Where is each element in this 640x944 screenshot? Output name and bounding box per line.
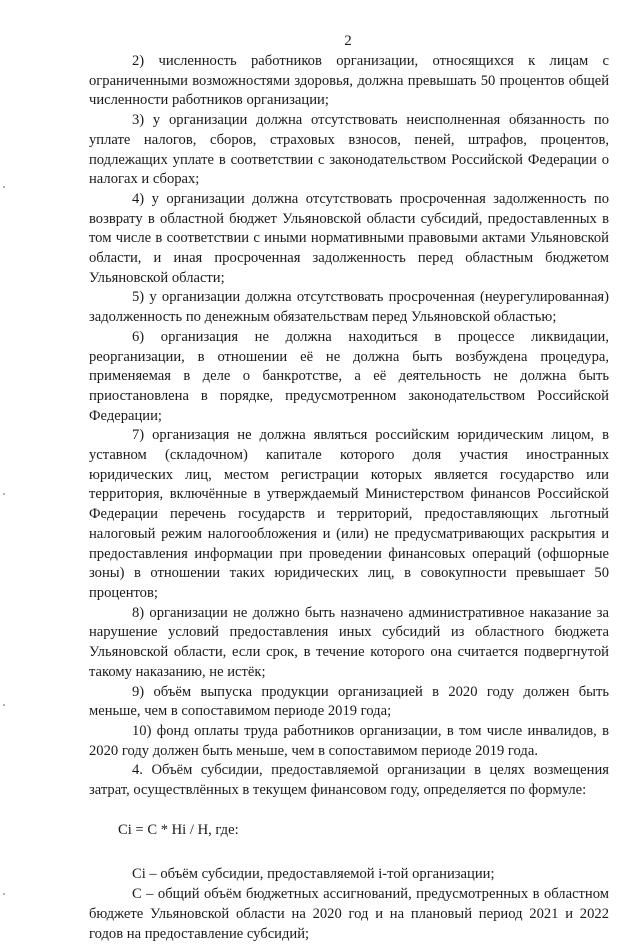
paragraph-item-6: 6) организация не должна находиться в процессе ликвидации, реорганизации, в отношении её не должна быть возбуждена процедура, применяемая в деле о банкротстве, а её деятельность не должна быть приостановлена в порядке, предусмотренном законодательством Российской Федерации; xyxy=(89,328,609,424)
page-number: 2 xyxy=(344,33,352,49)
paragraph-item-3: 3) у организации должна отсутствовать неисполненная обязанность по уплате налогов, сборов, страховых взносов, пеней, штрафов, процентов, подлежащих уплате в соответствии с законодательством Российской Федерации о налогах и сборах; xyxy=(89,112,609,188)
document-body xyxy=(89,52,609,944)
paragraph-item-5: 5) у организации должна отсутствовать просроченная (неурегулированная) задолженность по денежным обязательствам перед Ульяновской областью; xyxy=(89,289,609,326)
paragraph-section-4: 4. Объём субсидии, предоставляемой организации в целях возмещения затрат, осуществлённых в текущем финансовом году, определяется по формуле: xyxy=(89,762,609,799)
paragraph-item-4: 4) у организации должна отсутствовать просроченная задолженность по возврату в областной бюджет Ульяновской области субсидий, предоставленных в том числе в соответствии с иными нормативными правовыми актами Ульяновской области, и иная просроченная задолженность перед областным бюджетом Ульяновской области; xyxy=(89,190,609,286)
scan-margin-mark xyxy=(3,493,5,495)
scan-margin-mark xyxy=(3,704,5,706)
paragraph-item-9: 9) объём выпуска продукции организацией в 2020 году должен быть меньше, чем в сопоставимом периоде 2019 года; xyxy=(89,683,609,720)
subsidy-formula: Ci = C * Hi / H, где: xyxy=(118,821,239,838)
paragraph-item-2: 2) численность работников организации, относящихся к лицам с ограниченными возможностями здоровья, должна превышать 50 процентов общей численности работников организации; xyxy=(89,53,609,109)
scan-margin-mark xyxy=(3,186,5,188)
paragraph-item-8: 8) организации не должно быть назначено административное наказание за нарушение условий предоставления иных субсидий из областного бюджета Ульяновской области, если срок, в течение которого она считается подвергнутой такому наказанию, не истёк; xyxy=(89,604,609,680)
definition-c: C – общий объём бюджетных ассигнований, предусмотренных в областном бюджете Ульяновской области на 2020 год и на плановый период 2021 и 2022 годов на предоставление субсидий; xyxy=(89,886,609,942)
scan-margin-mark xyxy=(3,893,5,895)
paragraph-item-10: 10) фонд оплаты труда работников организации, в том числе инвалидов, в 2020 году должен быть меньше, чем в сопоставимом периоде 2019 года. xyxy=(89,722,609,759)
paragraph-item-7: 7) организация не должна являться российским юридическим лицом, в уставном (складочном) капитале которого доля участия иностранных юридических лиц, местом регистрации которых является государство или территория, включённые в утверждаемый Министерством финансов Российской Федерации перечень государств и территорий, предоставляющих льготный налоговый режим налогообложения и (или) не предусматривающих раскрытия и предоставления информации при проведении финансовых операций (офшорные зоны) в отношении таких юридических лиц, в совокупности превышает 50 процентов; xyxy=(89,427,609,601)
definition-ci: Ci – объём субсидии, предоставляемой i-той организации; xyxy=(132,866,495,883)
